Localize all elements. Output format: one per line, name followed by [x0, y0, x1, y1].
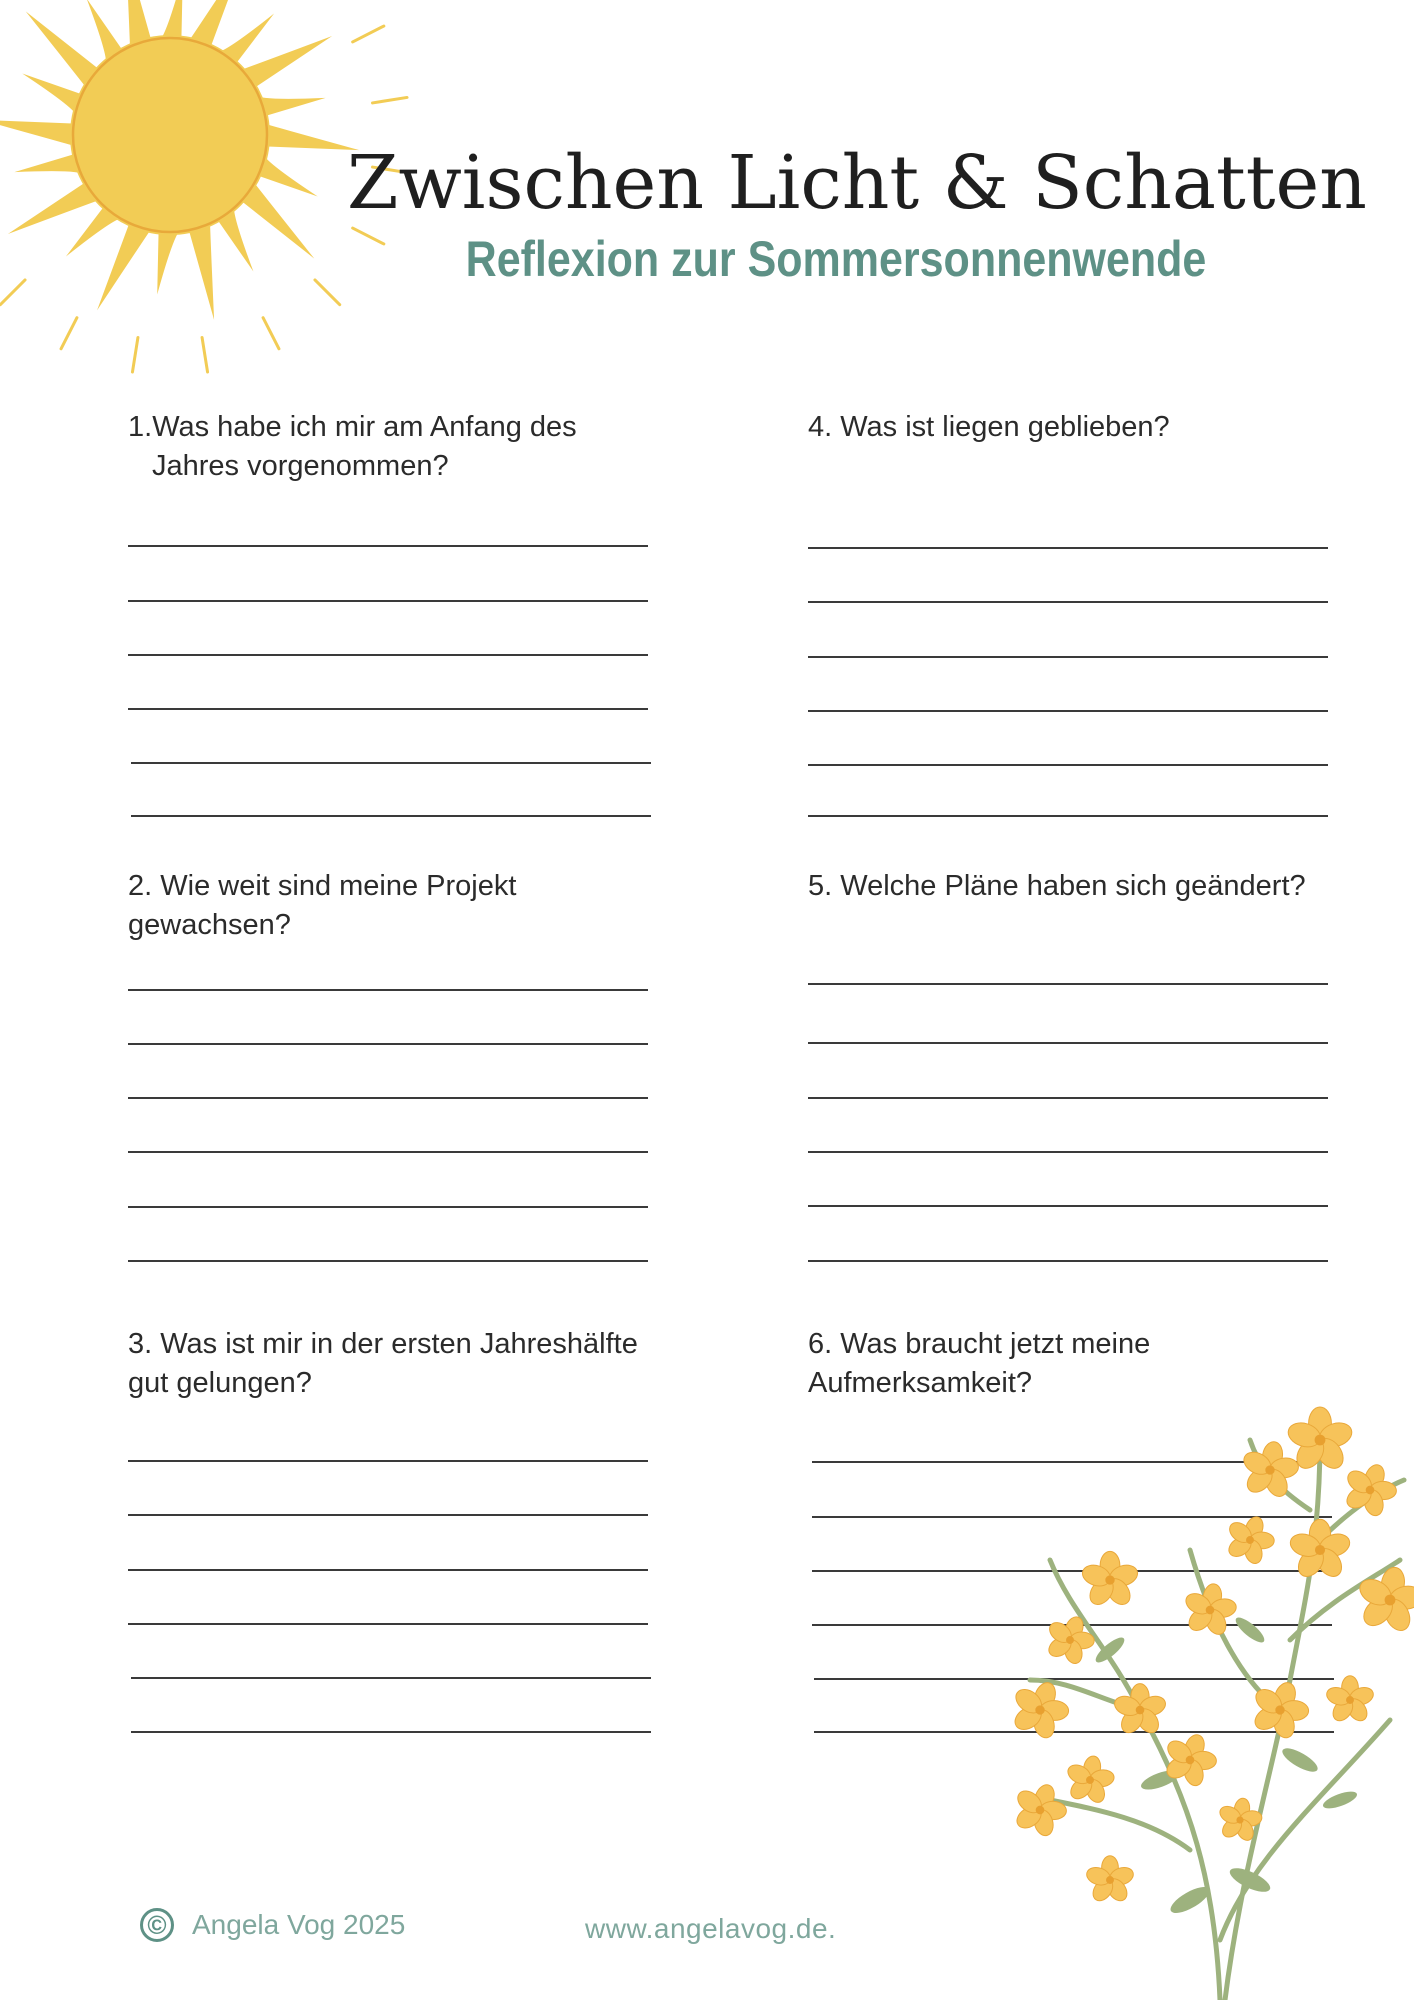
flower-illustration — [990, 1380, 1414, 2000]
question-text: Was habe ich mir am Anfang des — [152, 411, 577, 443]
question-text-line2: Jahres vorgenommen? — [152, 450, 449, 482]
question-text-line2: gewachsen? — [128, 909, 291, 941]
question-number: 5. — [808, 870, 833, 902]
question-number: 6. — [808, 1328, 833, 1360]
page-subtitle: Reflexion zur Sommersonnenwende — [465, 231, 1207, 287]
question-text: Was braucht jetzt meine — [840, 1328, 1151, 1360]
question-4 — [808, 408, 1170, 447]
question-number: 4. — [808, 411, 833, 443]
question-number: 2. — [128, 870, 153, 902]
question-number: 3. — [128, 1328, 153, 1360]
footer-author: Angela Vog 2025 — [192, 1909, 406, 1940]
question-text: Wie weit sind meine Projekt — [160, 870, 517, 902]
question-text: Welche Pläne haben sich geändert? — [840, 870, 1306, 902]
question-1 — [128, 408, 577, 486]
footer-copyright — [140, 1908, 405, 1942]
question-3 — [128, 1325, 638, 1403]
question-5 — [808, 867, 1306, 906]
question-text: Was ist mir in der ersten Jahreshälfte — [160, 1328, 638, 1360]
copyright-icon: © — [140, 1908, 174, 1942]
footer-url[interactable]: www.angelavog.de. — [585, 1913, 837, 1944]
question-2 — [128, 867, 516, 945]
question-text-line2: Aufmerksamkeit? — [808, 1367, 1033, 1399]
question-text-line2: gut gelungen? — [128, 1367, 312, 1399]
question-text: Was ist liegen geblieben? — [840, 411, 1170, 443]
page-title: Zwischen Licht & Schatten — [347, 140, 1367, 226]
question-number: 1. — [128, 411, 153, 443]
